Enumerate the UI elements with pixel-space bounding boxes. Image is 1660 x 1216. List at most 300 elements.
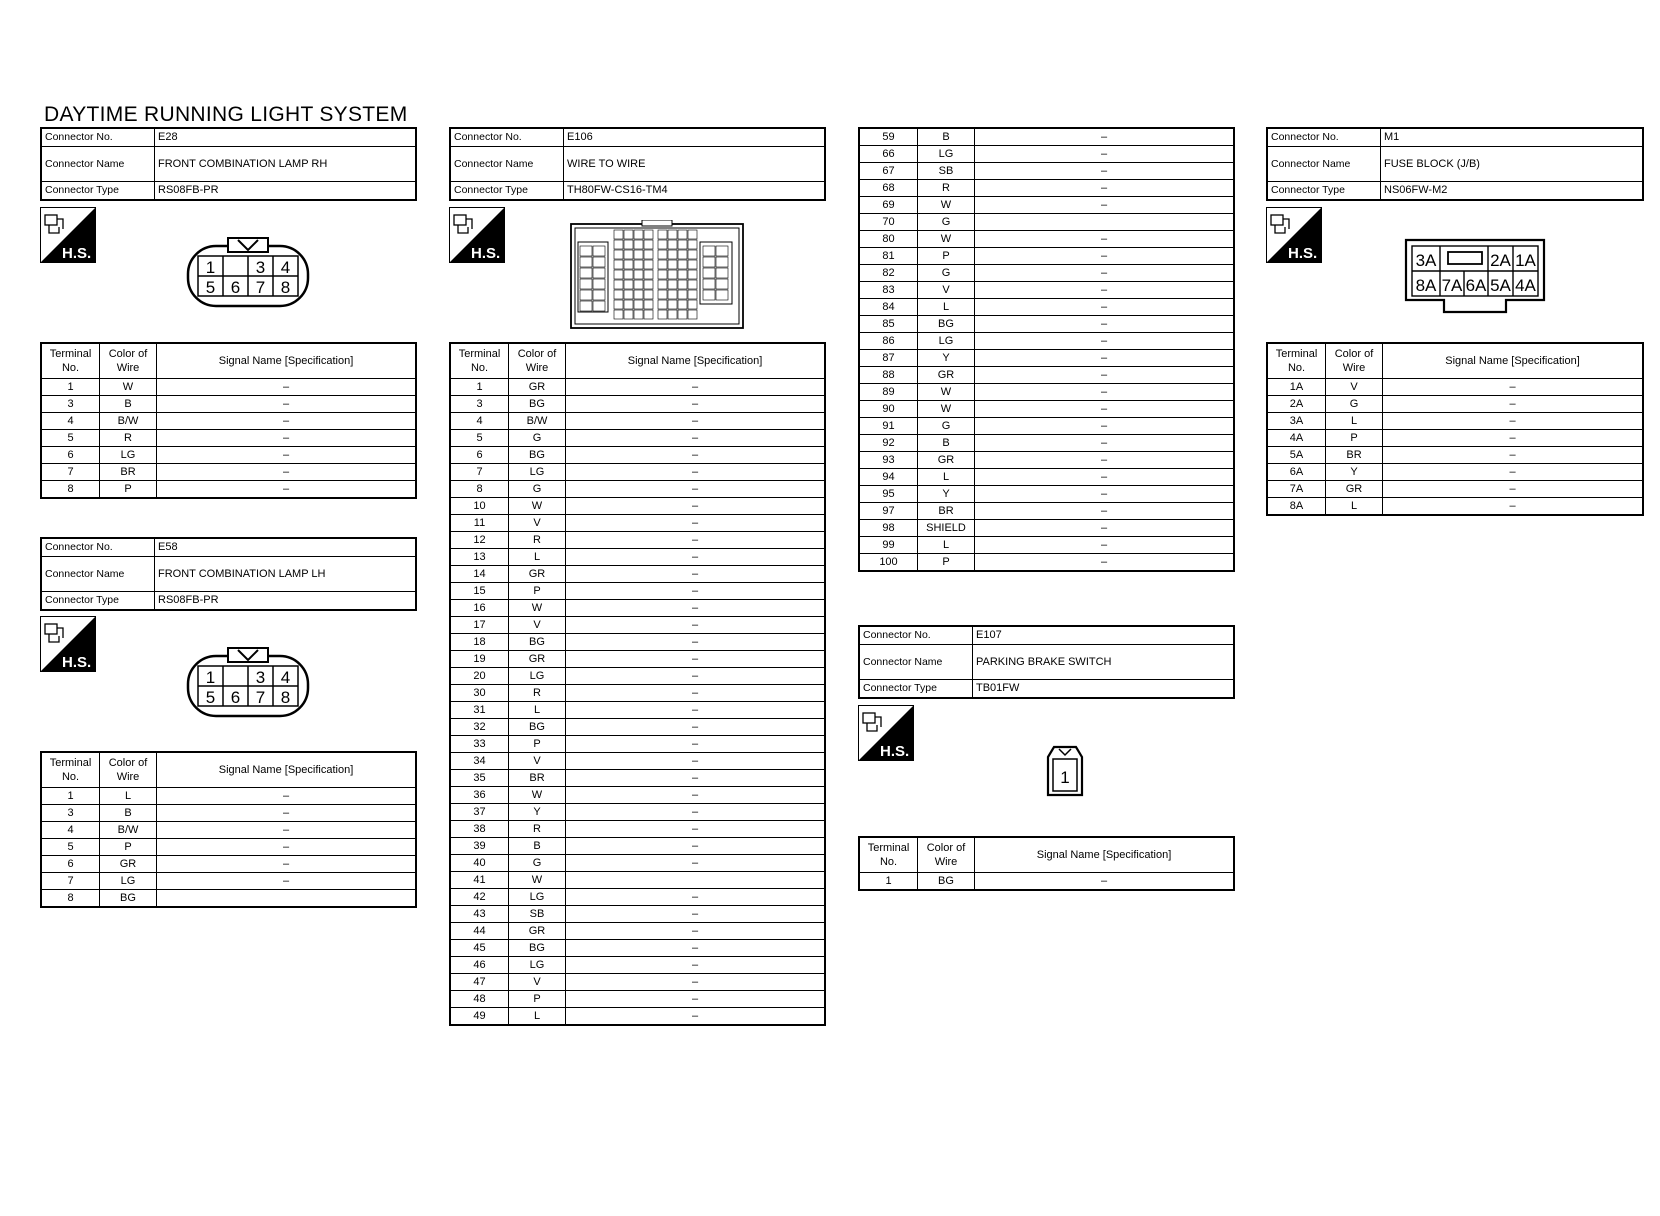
terminal-no-cell: 1A	[1267, 379, 1326, 396]
table-row	[41, 464, 416, 481]
pin-label: 7	[255, 278, 266, 297]
wire-color-cell: P	[509, 736, 566, 753]
table-row	[450, 532, 825, 549]
wire-color-cell: V	[509, 515, 566, 532]
signal-name-cell: –	[566, 634, 826, 651]
table-row	[450, 872, 825, 889]
signal-name-cell: –	[566, 583, 826, 600]
wire-color-cell: Y	[918, 486, 975, 503]
signal-name-cell: –	[975, 520, 1235, 537]
signal-name-cell: –	[566, 549, 826, 566]
connector-e107	[858, 625, 1235, 699]
table-row	[859, 384, 1234, 401]
terminal-no-cell: 1	[859, 873, 918, 891]
wire-color-cell: GR	[509, 923, 566, 940]
terminal-no-cell: 8	[41, 481, 100, 499]
terminal-no-cell: 89	[859, 384, 918, 401]
signal-name-cell: –	[975, 333, 1235, 350]
terminal-no-cell: 86	[859, 333, 918, 350]
wire-color-cell: G	[509, 481, 566, 498]
terminal-no-cell: 18	[450, 634, 509, 651]
table-row	[450, 396, 825, 413]
table-row	[41, 430, 416, 447]
connector-type-value: TB01FW	[973, 680, 1235, 699]
table-row	[1267, 396, 1643, 413]
wire-color-cell: R	[509, 685, 566, 702]
terminal-no-cell: 1	[41, 788, 100, 805]
pin-label: 1	[205, 258, 216, 277]
terminal-no-cell: 40	[450, 855, 509, 872]
terminal-no-cell: 49	[450, 1008, 509, 1026]
signal-name-cell	[157, 890, 417, 908]
table-row	[450, 787, 825, 804]
terminal-no-cell: 8	[41, 890, 100, 908]
wire-color-cell: L	[1326, 413, 1383, 430]
signal-name-cell: –	[975, 554, 1235, 572]
signal-name-cell: –	[975, 146, 1235, 163]
pin-label: 4	[280, 668, 291, 687]
wire-color-cell: R	[100, 430, 157, 447]
terminal-no-cell: 44	[450, 923, 509, 940]
wire-color-cell: SB	[509, 906, 566, 923]
wire-color-cell: R	[509, 821, 566, 838]
terminal-no-cell: 8	[450, 481, 509, 498]
terminal-no-cell: 93	[859, 452, 918, 469]
terminal-no-cell: 88	[859, 367, 918, 384]
pin-label: 4	[280, 258, 291, 277]
hs-badge-icon	[1266, 207, 1322, 263]
table-row	[1267, 413, 1643, 430]
terminal-no-cell: 31	[450, 702, 509, 719]
terminal-no-cell: 13	[450, 549, 509, 566]
table-row	[859, 486, 1234, 503]
table-row	[859, 265, 1234, 282]
signal-name-cell: –	[1383, 464, 1644, 481]
wire-color-cell: BR	[918, 503, 975, 520]
signal-name-cell: –	[157, 464, 417, 481]
table-row	[859, 163, 1234, 180]
signal-name-cell: –	[566, 821, 826, 838]
table-row	[450, 447, 825, 464]
signal-name-cell: –	[975, 282, 1235, 299]
terminal-table-e106-continued	[858, 127, 1235, 572]
terminal-no-cell: 95	[859, 486, 918, 503]
connector-header: Connector No. E106 Connector Name WIRE TO WIRE Connector Type TH80FW-CS16-TM4	[449, 127, 826, 201]
terminal-no-cell: 37	[450, 804, 509, 821]
connector-m1	[1266, 127, 1644, 201]
signal-name-cell: –	[1383, 413, 1644, 430]
table-row	[450, 736, 825, 753]
terminal-no-cell: 42	[450, 889, 509, 906]
signal-name-cell: –	[566, 719, 826, 736]
signal-name-cell: –	[157, 396, 417, 413]
wire-color-cell: L	[918, 299, 975, 316]
table-row	[41, 396, 416, 413]
table-row	[41, 788, 416, 805]
terminal-table-e28: Terminal No. Color of Wire Signal Name [Specification] 1 W – 3 B – 4 B/W – 5 R – 6 LG – 7 BR – 8 P –	[40, 342, 417, 499]
table-row	[450, 515, 825, 532]
signal-name-cell: –	[566, 532, 826, 549]
signal-name-cell: –	[566, 736, 826, 753]
terminal-rows	[859, 873, 1234, 891]
table-row	[859, 180, 1234, 197]
table-row	[450, 974, 825, 991]
table-row	[1267, 481, 1643, 498]
terminal-no-cell: 4	[41, 413, 100, 430]
wire-color-cell: W	[509, 872, 566, 889]
wire-color-cell: Y	[1326, 464, 1383, 481]
terminal-no-cell: 3	[41, 805, 100, 822]
wire-color-cell: W	[918, 401, 975, 418]
signal-name-cell: –	[566, 668, 826, 685]
table-row	[859, 299, 1234, 316]
table-row	[859, 418, 1234, 435]
signal-name-cell: –	[566, 498, 826, 515]
connector-name-value: PARKING BRAKE SWITCH	[973, 645, 1235, 680]
signal-name-cell: –	[566, 991, 826, 1008]
wire-color-cell: P	[918, 248, 975, 265]
terminal-no-cell: 10	[450, 498, 509, 515]
terminal-no-cell: 20	[450, 668, 509, 685]
signal-name-cell: –	[975, 163, 1235, 180]
connector-name-value: FRONT COMBINATION LAMP LH	[155, 557, 417, 592]
table-row	[41, 481, 416, 499]
signal-name-cell: –	[566, 838, 826, 855]
pin-label: 6	[230, 688, 241, 707]
terminal-no-cell: 16	[450, 600, 509, 617]
table-row	[859, 214, 1234, 231]
signal-name-cell: –	[566, 413, 826, 430]
wire-color-cell: P	[100, 481, 157, 499]
terminal-no-cell: 83	[859, 282, 918, 299]
wire-color-cell: GR	[918, 367, 975, 384]
pin-label: 3A	[1415, 251, 1437, 270]
terminal-no-cell: 15	[450, 583, 509, 600]
svg-text:H.S.: H.S.	[1288, 245, 1318, 262]
signal-name-cell: –	[566, 379, 826, 396]
terminal-no-cell: 33	[450, 736, 509, 753]
connector-type-value: NS06FW-M2	[1381, 182, 1644, 201]
wire-color-cell: G	[918, 265, 975, 282]
table-row	[450, 719, 825, 736]
wire-color-cell: GR	[918, 452, 975, 469]
table-row	[450, 498, 825, 515]
signal-name-cell: –	[157, 805, 417, 822]
signal-name-cell: –	[975, 265, 1235, 282]
signal-name-cell: –	[566, 855, 826, 872]
signal-name-cell: –	[157, 413, 417, 430]
table-row	[450, 889, 825, 906]
terminal-no-cell: 12	[450, 532, 509, 549]
signal-name-cell: –	[157, 873, 417, 890]
wire-color-cell: P	[1326, 430, 1383, 447]
pin-label: 5A	[1490, 276, 1511, 295]
wire-color-cell: L	[100, 788, 157, 805]
signal-name-cell: –	[975, 316, 1235, 333]
wire-color-cell: LG	[918, 333, 975, 350]
terminal-no-cell: 5	[450, 430, 509, 447]
signal-name-cell: –	[566, 702, 826, 719]
table-row	[450, 991, 825, 1008]
table-row	[859, 503, 1234, 520]
terminal-no-cell: 3A	[1267, 413, 1326, 430]
terminal-no-cell: 36	[450, 787, 509, 804]
signal-name-cell: –	[975, 299, 1235, 316]
terminal-table-e58: Terminal No. Color of Wire Signal Name [Specification] 1 L – 3 B – 4 B/W – 5 P – 6 GR – 7 LG – 8 BG	[40, 751, 417, 908]
signal-name-cell: –	[157, 430, 417, 447]
table-row	[859, 248, 1234, 265]
svg-text:H.S.: H.S.	[62, 654, 92, 671]
wire-color-cell: W	[918, 197, 975, 214]
wire-color-cell: LG	[509, 889, 566, 906]
wire-color-cell: GR	[509, 566, 566, 583]
terminal-no-cell: 6	[450, 447, 509, 464]
terminal-no-cell: 19	[450, 651, 509, 668]
signal-name-cell: –	[1383, 379, 1644, 396]
pin-label: 6A	[1465, 276, 1487, 295]
table-row	[859, 452, 1234, 469]
table-row	[41, 839, 416, 856]
table-row	[450, 1008, 825, 1026]
terminal-no-cell: 85	[859, 316, 918, 333]
table-row	[41, 873, 416, 890]
table-row	[450, 566, 825, 583]
table-row	[859, 316, 1234, 333]
pin-label: 8A	[1415, 276, 1437, 295]
signal-name-cell: –	[566, 923, 826, 940]
table-row	[450, 821, 825, 838]
table-row	[41, 822, 416, 839]
connector-no-value: E107	[973, 626, 1235, 645]
signal-name-cell: –	[157, 839, 417, 856]
terminal-rows	[41, 379, 416, 499]
signal-name-cell: –	[566, 685, 826, 702]
svg-text:H.S.: H.S.	[62, 245, 92, 262]
table-row	[859, 554, 1234, 572]
pin-label: 2A	[1490, 251, 1511, 270]
pin-label: 3	[255, 668, 266, 687]
hs-badge-icon	[449, 207, 505, 263]
signal-name-cell: –	[566, 957, 826, 974]
connector-face-m1-icon	[1404, 238, 1546, 314]
signal-name-cell: –	[1383, 498, 1644, 516]
terminal-no-cell: 39	[450, 838, 509, 855]
signal-name-cell: –	[566, 447, 826, 464]
table-row	[859, 197, 1234, 214]
wire-color-cell: SHIELD	[918, 520, 975, 537]
svg-text:H.S.: H.S.	[880, 743, 910, 760]
terminal-no-cell: 68	[859, 180, 918, 197]
terminal-no-cell: 92	[859, 435, 918, 452]
wire-color-cell: L	[509, 702, 566, 719]
signal-name-cell: –	[566, 464, 826, 481]
table-row	[450, 651, 825, 668]
signal-name-cell: –	[157, 481, 417, 499]
table-row	[1267, 464, 1643, 481]
wire-color-cell: W	[509, 600, 566, 617]
connector-e28	[40, 127, 417, 201]
signal-name-cell: –	[975, 350, 1235, 367]
signal-name-cell: –	[566, 430, 826, 447]
wire-color-cell: P	[509, 583, 566, 600]
signal-name-cell	[566, 872, 826, 889]
wire-color-cell: Y	[509, 804, 566, 821]
terminal-no-cell: 97	[859, 503, 918, 520]
table-row	[450, 464, 825, 481]
pin-label: 8	[280, 278, 291, 297]
table-row	[450, 481, 825, 498]
signal-name-cell: –	[975, 873, 1235, 891]
terminal-no-cell: 7	[41, 873, 100, 890]
signal-name-cell: –	[566, 396, 826, 413]
signal-name-cell: –	[566, 770, 826, 787]
terminal-no-cell: 46	[450, 957, 509, 974]
connector-face-e58-icon	[186, 646, 312, 724]
terminal-no-cell: 3	[41, 396, 100, 413]
connector-name-value: WIRE TO WIRE	[564, 147, 826, 182]
connector-face-e107-icon	[1044, 745, 1086, 797]
terminal-no-cell: 4A	[1267, 430, 1326, 447]
terminal-no-cell: 48	[450, 991, 509, 1008]
wire-color-cell: B/W	[100, 413, 157, 430]
wire-color-cell: V	[509, 974, 566, 991]
terminal-no-cell: 82	[859, 265, 918, 282]
terminal-no-cell: 5A	[1267, 447, 1326, 464]
signal-name-cell: –	[566, 1008, 826, 1026]
pin-label: 1	[1060, 768, 1070, 787]
connector-header: Connector No. E28 Connector Name FRONT COMBINATION LAMP RH Connector Type RS08FB-PR	[40, 127, 417, 201]
wire-color-cell: R	[509, 532, 566, 549]
table-row	[1267, 430, 1643, 447]
terminal-no-cell: 94	[859, 469, 918, 486]
terminal-no-cell: 7	[450, 464, 509, 481]
wire-color-cell: G	[509, 430, 566, 447]
wire-color-cell: LG	[509, 464, 566, 481]
hs-badge-icon	[858, 705, 914, 761]
wire-color-cell: BG	[509, 396, 566, 413]
wire-color-cell: BR	[1326, 447, 1383, 464]
table-row	[450, 753, 825, 770]
terminal-no-cell: 8A	[1267, 498, 1326, 516]
table-row	[450, 855, 825, 872]
wire-color-cell: G	[918, 214, 975, 231]
wire-color-cell: W	[100, 379, 157, 396]
terminal-no-cell: 47	[450, 974, 509, 991]
wire-color-cell: G	[509, 855, 566, 872]
wire-color-cell: BG	[509, 447, 566, 464]
wire-color-cell: B/W	[100, 822, 157, 839]
connector-type-value: TH80FW-CS16-TM4	[564, 182, 826, 201]
table-row	[859, 469, 1234, 486]
terminal-no-cell: 4	[41, 822, 100, 839]
signal-name-cell: –	[975, 248, 1235, 265]
table-row	[450, 804, 825, 821]
terminal-no-cell: 3	[450, 396, 509, 413]
table-row	[859, 520, 1234, 537]
terminal-table-m1: Terminal No. Color of Wire Signal Name [Specification] 1A V – 2A G – 3A L – 4A P – 5A BR – 6A Y – 7A GR – 8A L –	[1266, 342, 1644, 516]
wire-color-cell: P	[100, 839, 157, 856]
terminal-no-cell: 11	[450, 515, 509, 532]
wire-color-cell: B	[509, 838, 566, 855]
terminal-no-cell: 98	[859, 520, 918, 537]
signal-name-cell: –	[975, 486, 1235, 503]
signal-name-cell: –	[975, 180, 1235, 197]
terminal-rows	[41, 788, 416, 908]
signal-name-cell: –	[566, 787, 826, 804]
table-row	[1267, 379, 1643, 396]
connector-name-value: FRONT COMBINATION LAMP RH	[155, 147, 417, 182]
wire-color-cell: GR	[1326, 481, 1383, 498]
terminal-no-cell: 7	[41, 464, 100, 481]
table-row	[41, 447, 416, 464]
signal-name-cell: –	[1383, 481, 1644, 498]
pin-label: 1A	[1515, 251, 1536, 270]
table-row	[859, 350, 1234, 367]
connector-header: Connector No. E107 Connector Name PARKING BRAKE SWITCH Connector Type TB01FW	[858, 625, 1235, 699]
connector-type-value: RS08FB-PR	[155, 182, 417, 201]
wire-color-cell: P	[509, 991, 566, 1008]
terminal-no-cell: 35	[450, 770, 509, 787]
wire-color-cell: P	[918, 554, 975, 572]
signal-name-cell: –	[975, 231, 1235, 248]
table-row	[859, 873, 1234, 891]
table-row	[41, 379, 416, 396]
signal-name-cell: –	[157, 822, 417, 839]
wire-color-cell: L	[1326, 498, 1383, 516]
signal-name-cell: –	[975, 128, 1235, 146]
table-row	[41, 413, 416, 430]
terminal-no-cell: 6	[41, 856, 100, 873]
table-row	[450, 634, 825, 651]
connector-face-e28-icon	[186, 236, 312, 314]
terminal-no-cell: 100	[859, 554, 918, 572]
pin-label: 7A	[1441, 276, 1463, 295]
signal-name-cell: –	[566, 600, 826, 617]
connector-e106	[449, 127, 826, 201]
svg-text:H.S.: H.S.	[471, 245, 501, 262]
signal-name-cell: –	[157, 788, 417, 805]
wire-color-cell: LG	[100, 447, 157, 464]
table-row	[450, 549, 825, 566]
table-row	[41, 890, 416, 908]
wire-color-cell: L	[918, 469, 975, 486]
terminal-no-cell: 91	[859, 418, 918, 435]
pin-label: 4A	[1515, 276, 1536, 295]
terminal-no-cell: 6A	[1267, 464, 1326, 481]
terminal-no-cell: 66	[859, 146, 918, 163]
signal-name-cell: –	[1383, 447, 1644, 464]
wire-color-cell: LG	[918, 146, 975, 163]
pin-label: 7	[255, 688, 266, 707]
terminal-no-cell: 90	[859, 401, 918, 418]
table-row	[859, 401, 1234, 418]
table-row	[859, 537, 1234, 554]
signal-name-cell: –	[566, 617, 826, 634]
table-row	[450, 668, 825, 685]
table-row	[1267, 447, 1643, 464]
signal-name-cell: –	[566, 566, 826, 583]
wire-color-cell: LG	[509, 668, 566, 685]
wire-color-cell: W	[509, 787, 566, 804]
wire-color-cell: GR	[509, 379, 566, 396]
terminal-no-cell: 1	[41, 379, 100, 396]
table-row	[859, 367, 1234, 384]
terminal-no-cell: 38	[450, 821, 509, 838]
signal-name-cell: –	[975, 435, 1235, 452]
wire-color-cell: SB	[918, 163, 975, 180]
table-row	[450, 957, 825, 974]
terminal-no-cell: 5	[41, 430, 100, 447]
